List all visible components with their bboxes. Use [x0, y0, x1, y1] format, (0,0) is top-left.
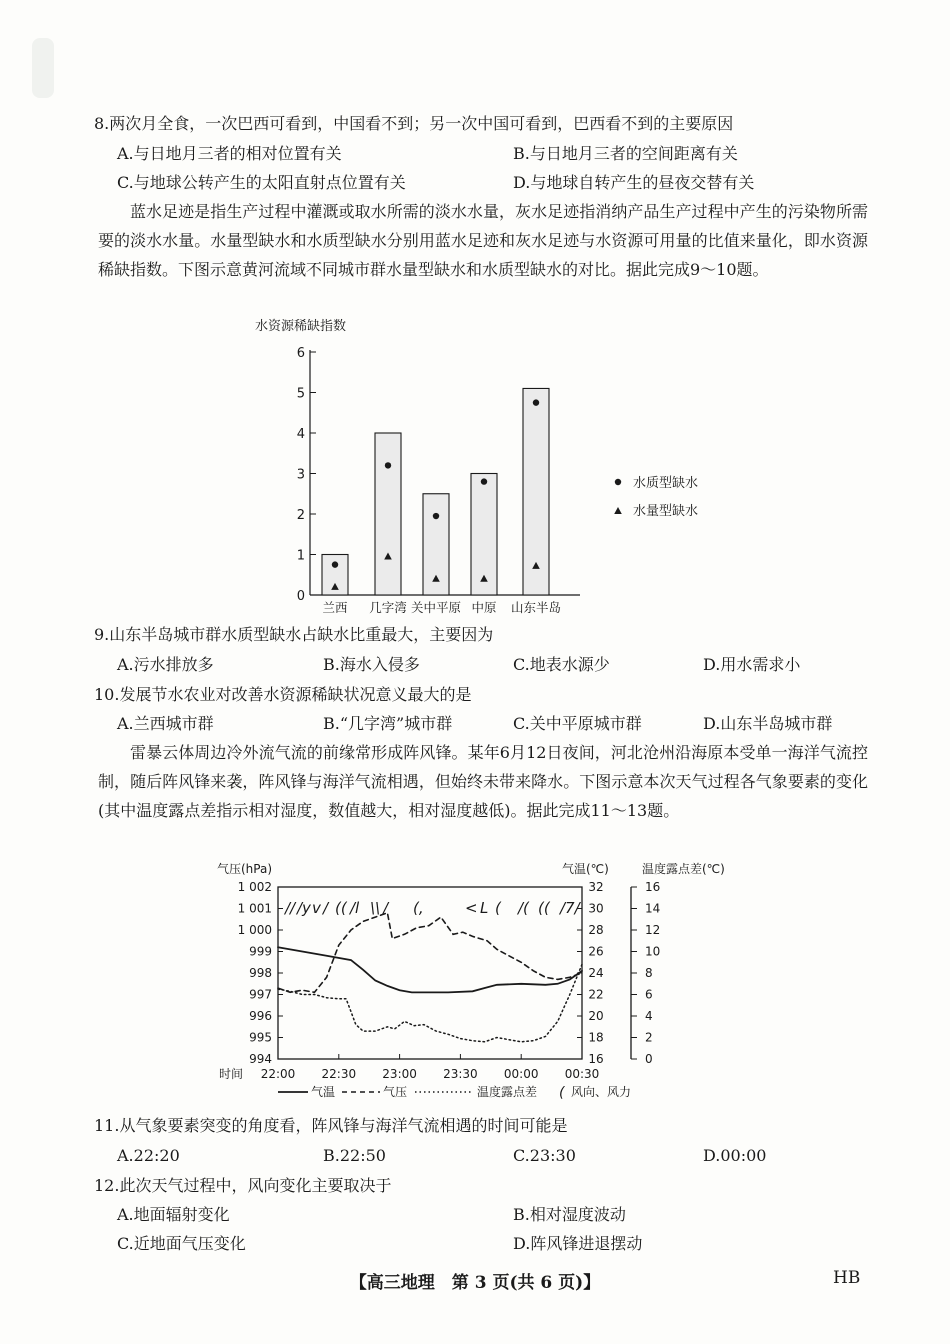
wind-barb-icon: (,	[413, 899, 424, 917]
left-tick-label: 998	[249, 966, 272, 980]
wind-barb-icon: ((	[335, 899, 347, 917]
legend-marker-triangle	[614, 507, 622, 514]
legend-label: 温度露点差	[477, 1085, 538, 1099]
x-tick-label: 关中平原	[410, 600, 462, 615]
page-number: 【高三地理 第 3 页(共 6 页)】	[349, 1273, 601, 1293]
wind-barb-icon: /7/	[560, 899, 580, 917]
question-11-option-d[interactable]: D.00:00	[703, 1146, 767, 1165]
question-10-option-c[interactable]: C.关中平原城市群	[513, 714, 642, 733]
wind-barb-icon: /(	[518, 899, 529, 917]
left-tick-label: 1 001	[237, 901, 272, 916]
wind-barb-icon: /y	[297, 899, 311, 917]
left-tick-label: 995	[249, 1030, 272, 1045]
series-line-气温	[278, 947, 582, 992]
left-tick-label: 1 000	[237, 923, 272, 937]
question-12-stem: 12.此次天气过程中，风向变化主要取决于	[94, 1176, 392, 1195]
right-tick-label: 12	[645, 923, 661, 937]
y-tick-label: 2	[296, 508, 305, 523]
question-9-option-c[interactable]: C.地表水源少	[513, 655, 610, 674]
point-水质型缺水	[433, 513, 439, 519]
wind-barb-icon: v	[312, 899, 321, 917]
question-11-option-c[interactable]: C.23:30	[513, 1146, 576, 1165]
x-tick-label: 兰西	[322, 600, 348, 615]
edition-code: HB	[833, 1268, 861, 1288]
legend-label: 水量型缺水	[633, 504, 699, 519]
mid-tick-label: 30	[588, 901, 604, 916]
wind-barb-icon: /l	[350, 899, 360, 917]
mid-tick-label: 16	[588, 1052, 604, 1066]
x-tick-label: 00:00	[503, 1067, 539, 1081]
scan-smudge	[32, 38, 54, 98]
series-line-温度露点差	[278, 964, 582, 1041]
question-11-option-a[interactable]: A.22:20	[117, 1146, 180, 1165]
x-tick-label: 山东半岛	[510, 600, 562, 615]
right-tick-label: 10	[645, 944, 661, 959]
x-tick-label: 22:00	[260, 1067, 296, 1081]
x-tick-label: 22:30	[321, 1067, 357, 1081]
legend-label: 风向、风力	[571, 1085, 632, 1099]
bar-几字湾	[375, 433, 401, 595]
mid-tick-label: 26	[588, 944, 604, 959]
right-axis-title: 温度露点差(℃)	[642, 862, 725, 876]
point-水质型缺水	[332, 561, 338, 567]
question-9-option-b[interactable]: B.海水入侵多	[323, 655, 420, 674]
water-scarcity-bar-chart	[240, 312, 740, 622]
wind-barb-icon: /	[383, 899, 389, 917]
y-tick-label: 6	[296, 346, 305, 361]
question-8-stem: 8.两次月全食，一次巴西可看到，中国看不到；另一次中国可看到，巴西看不到的主要原因	[94, 114, 734, 133]
mid-tick-label: 32	[588, 880, 604, 894]
question-12-option-d[interactable]: D.阵风锋进退摆动	[513, 1234, 643, 1253]
mid-tick-label: 18	[588, 1030, 604, 1045]
legend-marker-circle	[615, 479, 621, 485]
left-tick-label: 996	[249, 1009, 272, 1023]
question-11-stem: 11.从气象要素突变的角度看，阵风锋与海洋气流相遇的时间可能是	[94, 1116, 568, 1135]
left-tick-label: 1 002	[237, 880, 272, 894]
right-tick-label: 8	[645, 966, 653, 980]
question-8-option-a[interactable]: A.与日地月三者的相对位置有关	[117, 144, 342, 163]
y-tick-label: 4	[296, 427, 305, 442]
question-10-option-a[interactable]: A.兰西城市群	[117, 714, 214, 733]
left-tick-label: 994	[249, 1052, 272, 1066]
point-水质型缺水	[385, 462, 391, 468]
wind-barb-icon: <	[465, 899, 478, 917]
mid-tick-label: 22	[588, 987, 604, 1002]
question-10-option-b[interactable]: B.“几字湾”城市群	[323, 714, 453, 733]
legend-label: 气温	[311, 1085, 336, 1099]
wind-barb-icon: ((	[538, 899, 550, 917]
mid-tick-label: 28	[588, 923, 604, 937]
y-tick-label: 3	[296, 467, 305, 483]
question-10-stem: 10.发展节水农业对改善水资源稀缺状况意义最大的是	[94, 685, 472, 704]
question-12-option-b[interactable]: B.相对湿度波动	[513, 1205, 626, 1224]
wind-barb-icon: /	[323, 899, 329, 917]
x-axis-title: 时间	[219, 1067, 244, 1081]
legend-label: 水质型缺水	[633, 476, 699, 491]
legend-label: 气压	[383, 1085, 408, 1099]
wind-barb-icon: L	[480, 899, 489, 917]
x-tick-label: 23:00	[382, 1067, 417, 1081]
question-9-stem: 9.山东半岛城市群水质型缺水占缺水比重最大，主要因为	[94, 625, 494, 644]
question-8-option-b[interactable]: B.与日地月三者的空间距离有关	[513, 144, 738, 163]
weather-elements-line-chart	[205, 855, 765, 1115]
wind-barb-legend-icon: (	[559, 1085, 565, 1101]
question-9-option-a[interactable]: A.污水排放多	[117, 655, 214, 674]
right-tick-label: 16	[645, 880, 661, 894]
right-tick-label: 4	[645, 1009, 653, 1023]
right-tick-label: 6	[645, 987, 653, 1002]
x-tick-label: 00:30	[564, 1067, 600, 1081]
question-8-option-d[interactable]: D.与地球自转产生的昼夜交替有关	[513, 173, 755, 192]
series-line-气压	[278, 913, 582, 993]
y-tick-label: 1	[296, 548, 305, 564]
question-12-option-a[interactable]: A.地面辐射变化	[117, 1205, 230, 1224]
right-tick-label: 0	[645, 1052, 653, 1066]
mid-axis-title: 气温(℃)	[562, 862, 609, 876]
mid-tick-label: 20	[588, 1009, 604, 1023]
passage-gust-front: 雷暴云体周边冷外流气流的前缘常形成阵风锋。某年6月12日夜间，河北沧州沿海原本受单一海洋气流控制，随后阵风锋来袭，阵风锋与海洋气流相遇，但始终未带来降水。下图示意本次天气过程各气象要素的变化(其中温度露点差指示相对湿度，数值越大，相对湿度越低)。据此完成11～13题。	[98, 743, 868, 820]
point-水质型缺水	[481, 478, 487, 484]
x-tick-label: 23:30	[443, 1067, 478, 1081]
question-11-option-b[interactable]: B.22:50	[323, 1146, 386, 1165]
wind-barb-icon: \\	[370, 899, 381, 917]
point-水质型缺水	[533, 399, 539, 405]
left-tick-label: 997	[249, 987, 272, 1002]
y-tick-label: 0	[296, 589, 305, 604]
passage-water-footprint: 蓝水足迹是指生产过程中灌溉或取水所需的淡水水量，灰水足迹指消纳产品生产过程中产生的污染物所需要的淡水水量。水量型缺水和水质型缺水分别用蓝水足迹和灰水足迹与水资源可用量的比值来量化，即水资源稀缺指数。下图示意黄河流域不同城市群水量型缺水和水质型缺水的对比。据此完成9～10题。	[98, 202, 868, 279]
left-axis-title: 气压(hPa)	[217, 862, 273, 876]
wind-barb-icon: //	[285, 899, 296, 917]
x-tick-label: 几字湾	[369, 600, 407, 615]
right-tick-label: 14	[645, 901, 661, 916]
question-10-option-d[interactable]: D.山东半岛城市群	[703, 714, 833, 733]
right-tick-label: 2	[645, 1030, 653, 1045]
question-12-option-c[interactable]: C.近地面气压变化	[117, 1234, 246, 1253]
x-tick-label: 中原	[471, 600, 497, 615]
y-axis-title: 水资源稀缺指数	[255, 319, 347, 334]
left-tick-label: 999	[249, 944, 272, 959]
mid-tick-label: 24	[588, 966, 604, 980]
page-footer	[0, 1268, 950, 1292]
y-tick-label: 5	[296, 386, 305, 402]
question-8-option-c[interactable]: C.与地球公转产生的太阳直射点位置有关	[117, 173, 406, 192]
wind-barb-icon: (	[495, 899, 501, 917]
question-9-option-d[interactable]: D.用水需求小	[703, 655, 801, 674]
